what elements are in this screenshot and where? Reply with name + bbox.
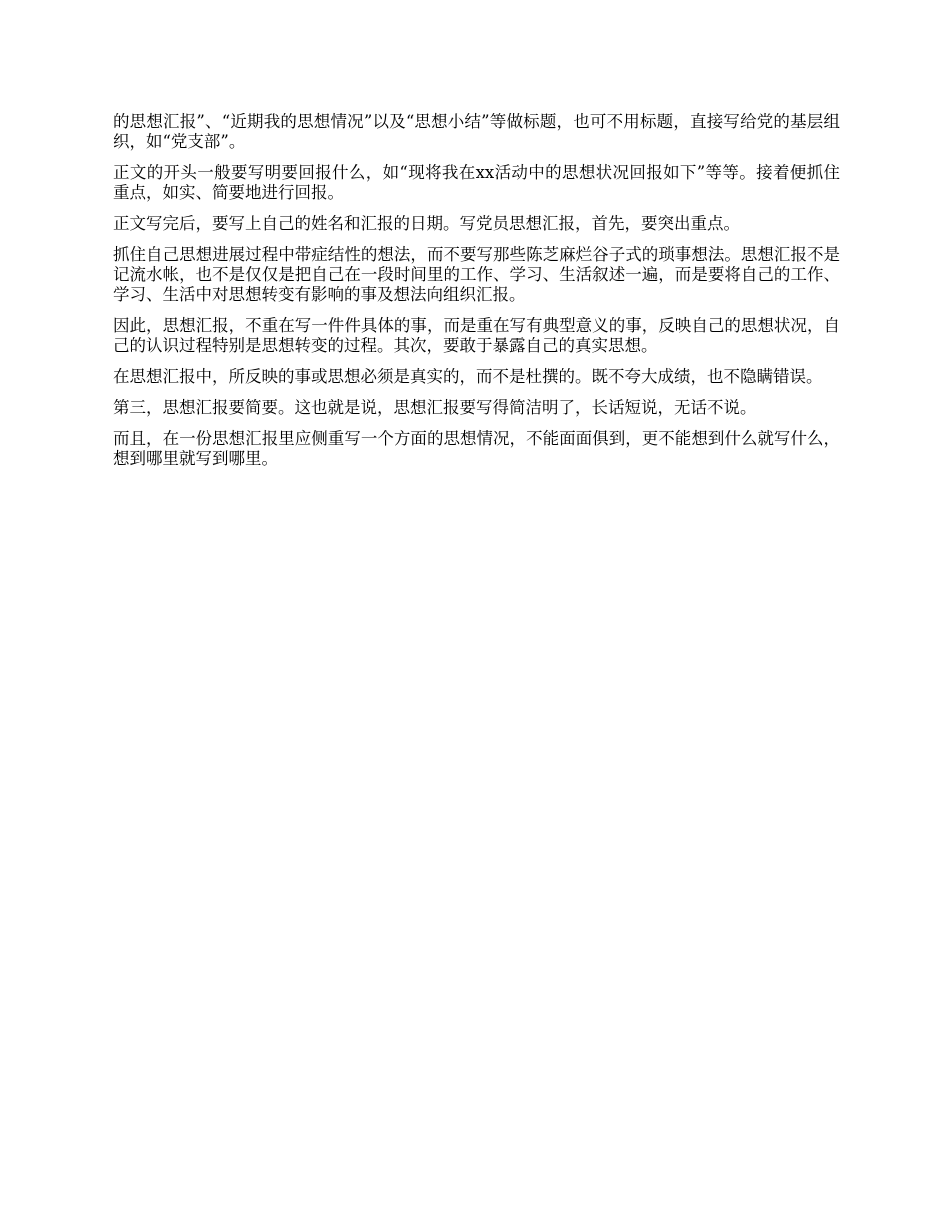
paragraph-7: 第三，思想汇报要简要。这也就是说，思想汇报要写得简洁明了，长话短说，无话不说。 bbox=[113, 398, 757, 417]
paragraph-8: 而且，在一份思想汇报里应侧重写一个方面的思想情况，不能面面俱到，更不能想到什么就写什么，想到哪里就写到哪里。 bbox=[113, 429, 840, 468]
paragraph-1: 的思想汇报”、“近期我的思想情况”以及“思想小结”等做标题，也可不用标题，直接写给党的基层组织，如“党支部”。 bbox=[113, 112, 840, 151]
paragraph-5: 因此，思想汇报，不重在写一件件具体的事，而是重在写有典型意义的事，反映自己的思想状况，自己的认识过程特别是思想转变的过程。其次，要敢于暴露自己的真实思想。 bbox=[113, 316, 840, 355]
paragraph-3: 正文写完后，要写上自己的姓名和汇报的日期。写党员思想汇报，首先，要突出重点。 bbox=[113, 214, 740, 233]
document-body bbox=[113, 112, 840, 480]
paragraph-2: 正文的开头一般要写明要回报什么，如“现将我在xx活动中的思想状况回报如下”等等。接着便抓住重点，如实、简要地进行回报。 bbox=[113, 163, 840, 202]
paragraph-6: 在思想汇报中，所反映的事或思想必须是真实的，而不是杜撰的。既不夸大成绩，也不隐瞒错误。 bbox=[113, 367, 823, 386]
paragraph-4: 抓住自己思想进展过程中带症结性的想法，而不要写那些陈芝麻烂谷子式的琐事想法。思想汇报不是记流水帐，也不是仅仅是把自己在一段时间里的工作、学习、生活叙述一遍，而是要将自己的工作、学习、生活中对思想转变有影响的事及想法向组织汇报。 bbox=[113, 245, 840, 304]
